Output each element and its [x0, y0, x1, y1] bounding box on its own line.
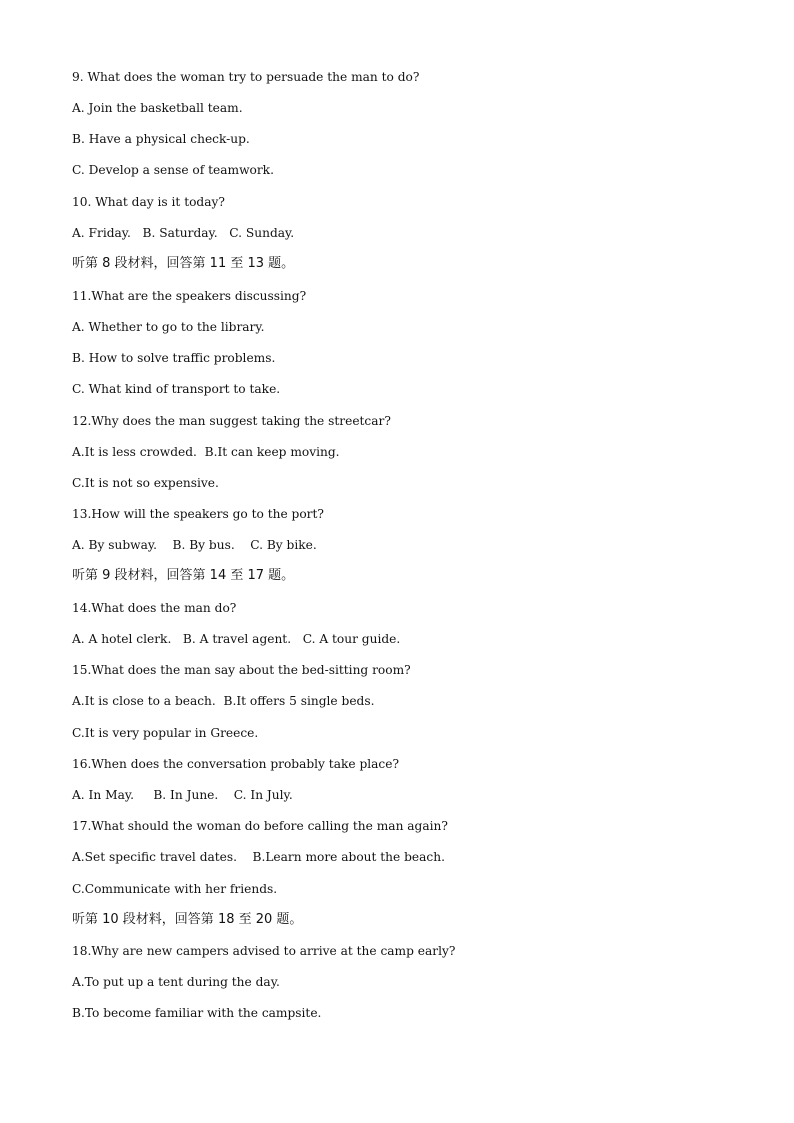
option-17c: C.Communicate with her friends.: [72, 882, 278, 896]
options-15ab: A.It is close to a beach. B.It offers 5 single beds.: [72, 694, 375, 708]
question-10: 10. What day is it today?: [72, 195, 225, 209]
options-16: A. In May. B. In June. C. In July.: [72, 788, 293, 802]
option-11c: C. What kind of transport to take.: [72, 382, 281, 396]
option-9b: B. Have a physical check-up.: [72, 132, 250, 146]
section-heading-9: 听第 9 段材料，回答第 14 至 17 题。: [72, 568, 295, 583]
options-14: A. A hotel clerk. B. A travel agent. C. A tour guide.: [72, 632, 401, 646]
options-12ab: A.It is less crowded. B.It can keep moving.: [72, 445, 340, 459]
section-heading-10: 听第 10 段材料，回答第 18 至 20 题。: [72, 912, 303, 927]
question-12: 12.Why does the man suggest taking the streetcar?: [72, 414, 391, 428]
question-13: 13.How will the speakers go to the port?: [72, 507, 324, 521]
options-13: A. By subway. B. By bus. C. By bike.: [72, 538, 317, 552]
option-18a: A.To put up a tent during the day.: [72, 975, 280, 989]
question-15: 15.What does the man say about the bed-sitting room?: [72, 663, 411, 677]
option-11b: B. How to solve traffic problems.: [72, 351, 276, 365]
option-9c: C. Develop a sense of teamwork.: [72, 163, 274, 177]
option-15c: C.It is very popular in Greece.: [72, 726, 259, 740]
option-12c: C.It is not so expensive.: [72, 476, 219, 490]
option-11a: A. Whether to go to the library.: [72, 320, 265, 334]
options-17ab: A.Set specific travel dates. B.Learn more about the beach.: [72, 850, 445, 864]
question-18: 18.Why are new campers advised to arrive at the camp early?: [72, 944, 456, 958]
option-9a: A. Join the basketball team.: [72, 101, 243, 115]
option-18b: B.To become familiar with the campsite.: [72, 1006, 322, 1020]
question-9: 9. What does the woman try to persuade the man to do?: [72, 70, 420, 84]
options-10: A. Friday. B. Saturday. C. Sunday.: [72, 226, 295, 240]
question-11: 11.What are the speakers discussing?: [72, 289, 307, 303]
question-16: 16.When does the conversation probably take place?: [72, 757, 399, 771]
section-heading-8: 听第 8 段材料，回答第 11 至 13 题。: [72, 256, 295, 271]
question-17: 17.What should the woman do before calling the man again?: [72, 819, 448, 833]
question-14: 14.What does the man do?: [72, 601, 237, 615]
